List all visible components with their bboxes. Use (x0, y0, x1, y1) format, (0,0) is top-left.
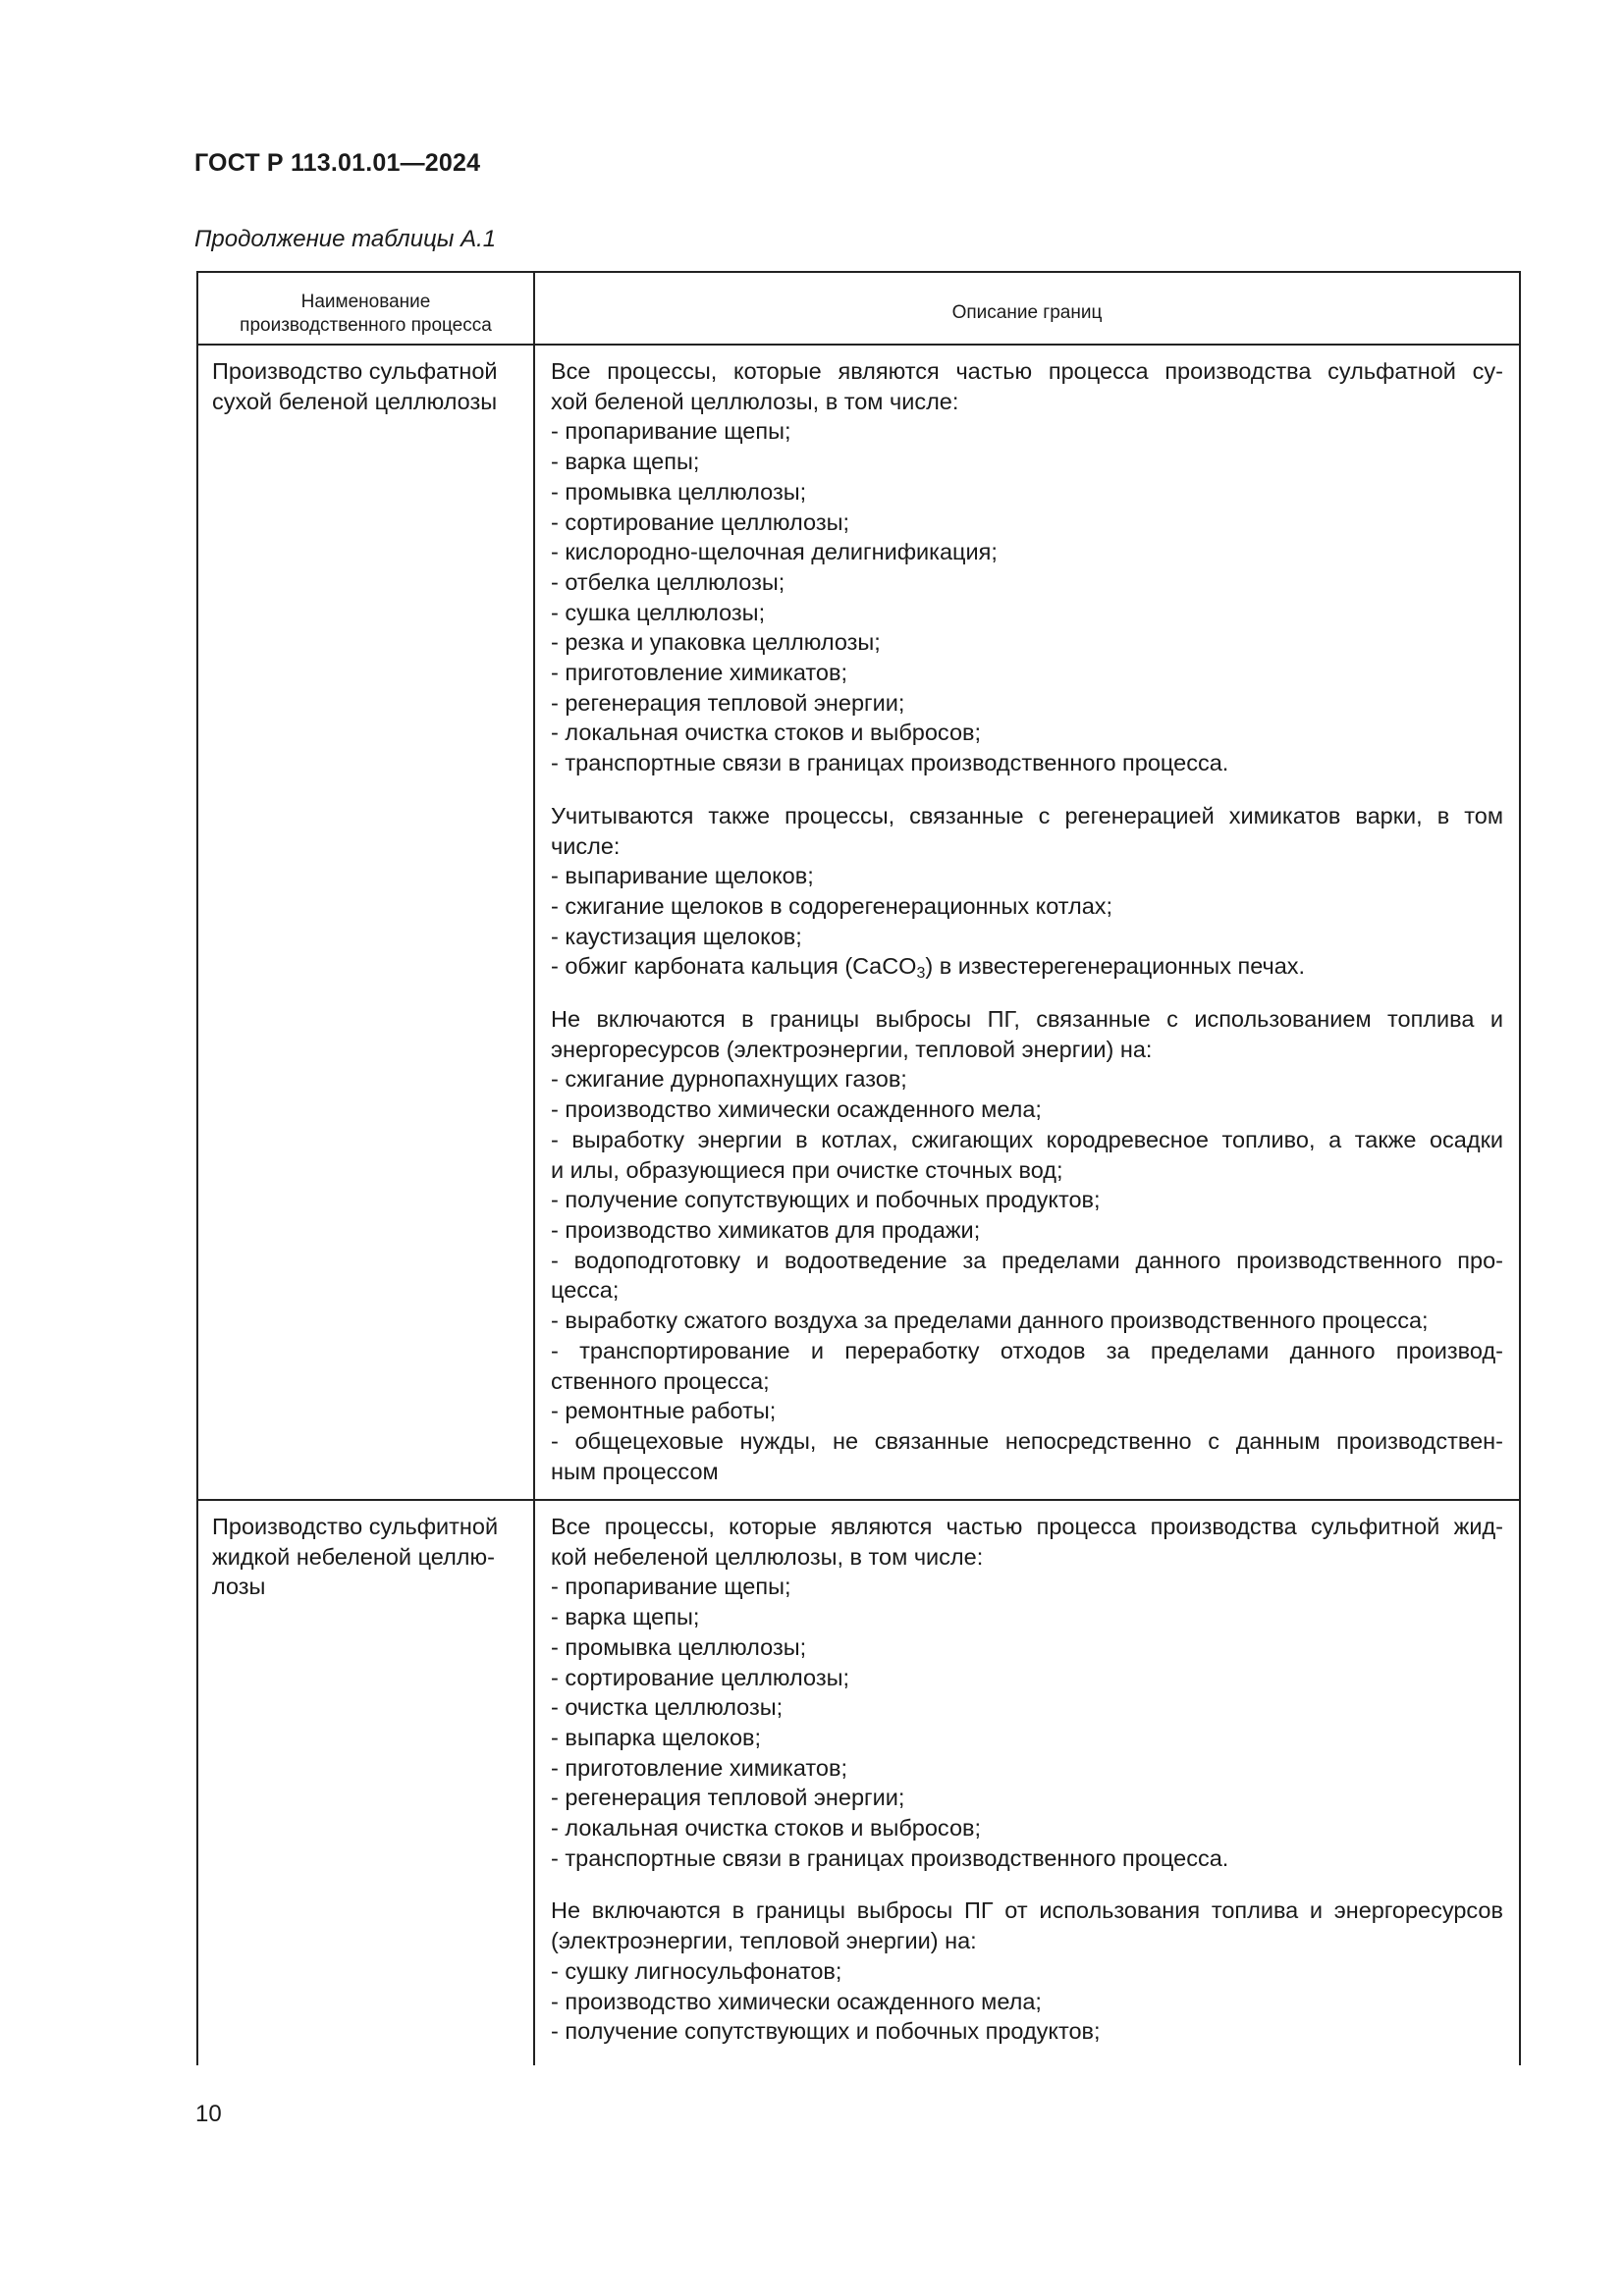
also-line: Учитываются также процессы, связанные с регенерацией химикатов варки, в том (551, 802, 1503, 828)
list-item: - сортирование целлюлозы; (551, 508, 850, 535)
intro-line: Все процессы, которые являются частью процесса производства сульфитной жид- (551, 1514, 1503, 1539)
caco3-subscript: 3 (916, 965, 926, 983)
list-item: - сушка целлюлозы; (551, 599, 766, 625)
column-divider (533, 273, 535, 2065)
list-item: - получение сопутствующих и побочных продуктов; (551, 2018, 1101, 2045)
list-item: - кислородно-щелочная делигнификация; (551, 539, 998, 565)
list-item: - транспортные связи в границах производственного процесса. (551, 750, 1229, 776)
list-item: - отбелка целлюлозы; (551, 568, 785, 595)
also-line: числе: (551, 832, 621, 859)
list-item: - выпаривание щелоков; (551, 863, 814, 889)
list-item: цесса; (551, 1277, 620, 1304)
list-item: ственного процесса; (551, 1367, 770, 1394)
row-2-description (551, 1512, 1503, 2047)
col-header-name-line: производственного процесса (240, 315, 492, 336)
list-item: - сжигание щелоков в содорегенерационных котлах; (551, 892, 1113, 919)
list-item: - пропаривание щепы; (551, 1574, 791, 1600)
list-item: - регенерация тепловой энергии; (551, 689, 905, 716)
col-header-name-line: Наименование (300, 292, 431, 312)
row-2-process-name (212, 1512, 524, 1602)
list-item: - сжигание дурнопахнущих газов; (551, 1066, 907, 1093)
list-item: - промывка целлюлозы; (551, 1633, 807, 1660)
page-number: 10 (195, 2101, 222, 2127)
intro-line: кой небеленой целлюлозы, в том числе: (551, 1543, 984, 1570)
excl-line: Не включаются в границы выбросы ПГ от использования топлива и энергоресурсов (551, 1897, 1503, 1924)
name-line: жидкой небеленой целлю- (212, 1543, 495, 1570)
row-divider (198, 1499, 1519, 1501)
list-item: - регенерация тепловой энергии; (551, 1785, 905, 1811)
list-item: - транспортные связи в границах производственного процесса. (551, 1844, 1229, 1871)
list-item-caco3 (551, 951, 1503, 982)
list-item: - каустизация щелоков; (551, 923, 802, 949)
list-item: - приготовление химикатов; (551, 1754, 847, 1781)
list-item: - выпарка щелоков; (551, 1724, 762, 1750)
list-item: - сушку лигносульфонатов; (551, 1957, 842, 1984)
list-item: - приготовление химикатов; (551, 660, 847, 686)
intro-line: хой беленой целлюлозы, в том числе: (551, 388, 959, 414)
table-caption: Продолжение таблицы А.1 (194, 226, 497, 252)
list-item: - сортирование целлюлозы; (551, 1664, 850, 1690)
list-item: - водоподготовку и водоотведение за пределами данного производственного про- (551, 1247, 1503, 1273)
list-item: - общецеховые нужды, не связанные непосредственно с данным производствен- (551, 1427, 1503, 1454)
list-item: - выработку энергии в котлах, сжигающих кородревесное топливо, а также осадки (551, 1126, 1503, 1152)
name-line: Производство сульфатной (212, 358, 498, 384)
list-item: - транспортирование и переработку отходов за пределами данного производ- (551, 1337, 1503, 1363)
list-item: - локальная очистка стоков и выбросов; (551, 1815, 982, 1842)
boundaries-table (196, 271, 1521, 2065)
header-divider (198, 344, 1519, 346)
name-line: Производство сульфитной (212, 1514, 499, 1539)
excl-line: (электроэнергии, тепловой энергии) на: (551, 1928, 977, 1954)
list-item: - локальная очистка стоков и выбросов; (551, 720, 982, 746)
intro-line: Все процессы, которые являются частью процесса производства сульфатной су- (551, 358, 1503, 384)
excl-line: Не включаются в границы выбросы ПГ, связанные с использованием топлива и (551, 1006, 1503, 1033)
list-item: - выработку сжатого воздуха за пределами данного производственного процесса; (551, 1308, 1429, 1334)
list-item: и илы, образующиеся при очистке сточных вод; (551, 1156, 1063, 1183)
col-header-desc: Описание границ (951, 302, 1103, 323)
list-item: - резка и упаковка целлюлозы; (551, 629, 881, 656)
list-item: - ремонтные работы; (551, 1398, 777, 1424)
list-item: - варка щепы; (551, 1604, 700, 1630)
list-item: - пропаривание щепы; (551, 418, 791, 445)
list-item: - производство химически осажденного мела; (551, 1096, 1042, 1123)
list-item: - производство химикатов для продажи; (551, 1216, 981, 1243)
caco3-prefix: - обжиг карбоната кальция (CaCO (551, 953, 917, 980)
row-1-description (551, 356, 1503, 1486)
col-header-name (198, 291, 533, 338)
document-header: ГОСТ Р 113.01.01—2024 (194, 149, 481, 177)
list-item: ным процессом (551, 1458, 719, 1484)
list-item: - варка щепы; (551, 449, 700, 475)
list-item: - получение сопутствующих и побочных продуктов; (551, 1187, 1101, 1213)
caco3-suffix: ) в известерегенерационных печах. (925, 953, 1306, 980)
name-line: лозы (212, 1574, 266, 1600)
excl-line: энергоресурсов (электроэнергии, тепловой энергии) на: (551, 1036, 1153, 1062)
list-item: - производство химически осажденного мела; (551, 1988, 1042, 2014)
row-1-process-name (212, 356, 524, 416)
list-item: - очистка целлюлозы; (551, 1694, 784, 1721)
name-line: сухой беленой целлюлозы (212, 388, 498, 414)
list-item: - промывка целлюлозы; (551, 478, 807, 505)
